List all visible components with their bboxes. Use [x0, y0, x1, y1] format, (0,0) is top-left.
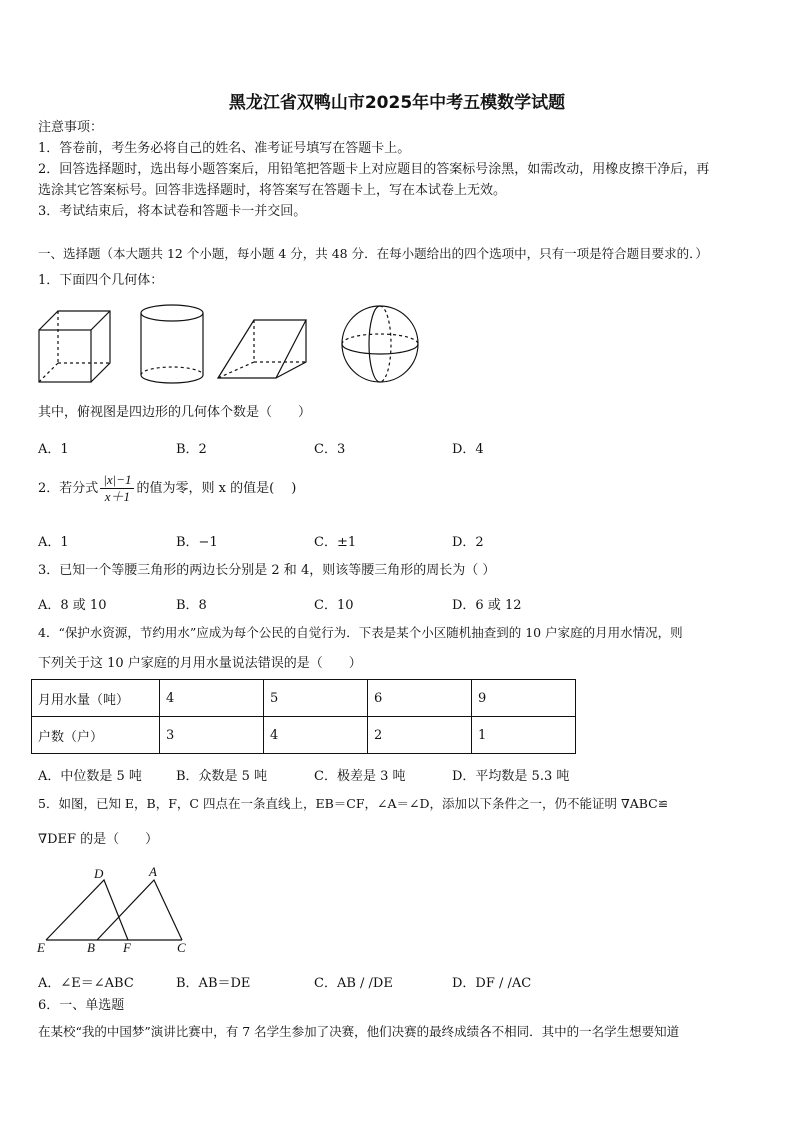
q5-option-c[interactable]: C．AB / /DE [314, 976, 393, 991]
table-cell: 6 [368, 680, 472, 717]
q2-option-c[interactable]: C．±1 [314, 535, 357, 550]
cylinder-shape [141, 305, 203, 383]
label-d: D [94, 866, 104, 881]
table-row [32, 680, 576, 717]
q2-denominator: x＋1 [104, 489, 131, 504]
q4-option-c[interactable]: C．极差是 3 吨 [314, 769, 406, 784]
q4-option-b[interactable]: B．众数是 5 吨 [176, 769, 268, 784]
q2-option-d[interactable]: D．2 [452, 535, 484, 550]
water-usage-table [31, 679, 576, 754]
notice-item: 3．考试结束后，将本试卷和答题卡一并交回。 [38, 204, 307, 219]
notice-heading: 注意事项： [38, 120, 104, 135]
q1-question: 其中，俯视图是四边形的几何体个数是（ ） [38, 405, 312, 420]
label-a: A [149, 864, 157, 879]
q5-option-a[interactable]: A．∠E＝∠ABC [38, 976, 134, 991]
q6-text: 在某校“我的中国梦”演讲比赛中，有 7 名学生参加了决赛，他们决赛的最终成绩各不相同．其中的一名学生想要知道 [38, 1024, 680, 1039]
q2-option-a[interactable]: A．1 [38, 535, 69, 550]
q1-solids-figure [36, 300, 426, 392]
sphere-shape [342, 306, 418, 382]
q2-option-b[interactable]: B．−1 [176, 535, 218, 550]
table-cell: 4 [160, 680, 264, 717]
table-cell: 4 [264, 717, 368, 754]
q1-option-b[interactable]: B．2 [176, 442, 207, 457]
label-f: F [123, 940, 131, 955]
notice-item: 2．回答选择题时，选出每小题答案后，用铅笔把答题卡上对应题目的答案标号涂黑，如需改动，用橡皮擦干净后，再 [38, 162, 710, 177]
section-heading: 一、选择题（本大题共 12 个小题，每小题 4 分，共 48 分．在每小题给出的四个选项中，只有一项是符合题目要求的．） [38, 246, 708, 261]
q2-suffix: 的值为零，则 x 的值是( ) [136, 481, 297, 496]
q3-option-d[interactable]: D．6 或 12 [452, 598, 522, 613]
notice-item: 1．答卷前，考生务必将自己的姓名、准考证号填写在答题卡上。 [38, 141, 411, 156]
q4-stem-line2: 下列关于这 10 户家庭的月用水量说法错误的是（ ） [38, 656, 362, 671]
page-title: 黑龙江省双鸭山市2025年中考五模数学试题 [228, 93, 566, 113]
q4-stem-line1: 4．“保护水资源，节约用水”应成为每个公民的自觉行为．下表是某个小区随机抽查到的 10 户家庭的月用水情况，则 [38, 625, 683, 640]
q4-option-d[interactable]: D．平均数是 5.3 吨 [452, 769, 570, 784]
q5-triangles-figure [36, 864, 196, 956]
q2-prefix: 2．若分式 [38, 481, 99, 496]
table-header-cell: 户数（户） [32, 717, 160, 754]
q1-stem: 1．下面四个几何体： [38, 273, 164, 288]
q5-option-d[interactable]: D．DF / /AC [452, 976, 532, 991]
table-cell: 9 [472, 680, 576, 717]
table-row [32, 717, 576, 754]
q3-stem: 3．已知一个等腰三角形的两边长分别是 2 和 4，则该等腰三角形的周长为（ ） [38, 563, 496, 578]
prism-shape [218, 320, 306, 378]
table-cell: 5 [264, 680, 368, 717]
q6-stem: 6．一、单选题 [38, 998, 125, 1013]
table-cell: 3 [160, 717, 264, 754]
table-cell: 2 [368, 717, 472, 754]
q2-stem [38, 472, 296, 505]
q1-option-d[interactable]: D．4 [452, 442, 484, 457]
table-header-cell: 月用水量（吨） [32, 680, 160, 717]
q2-numerator: |x|−1 [100, 472, 134, 489]
q3-option-c[interactable]: C．10 [314, 598, 354, 613]
q5-option-b[interactable]: B．AB＝DE [176, 976, 251, 991]
notice-item: 选涂其它答案标号。回答非选择题时，将答案写在答题卡上，写在本试卷上无效。 [38, 183, 507, 198]
q1-option-c[interactable]: C．3 [314, 442, 346, 457]
q5-stem-line2: ∇DEF 的是（ ） [38, 832, 159, 847]
cube-shape [39, 311, 110, 382]
q1-option-a[interactable]: A．1 [38, 442, 69, 457]
label-c: C [177, 940, 186, 955]
table-cell: 1 [472, 717, 576, 754]
q3-option-a[interactable]: A．8 或 10 [38, 598, 107, 613]
q4-option-a[interactable]: A．中位数是 5 吨 [38, 769, 142, 784]
q3-option-b[interactable]: B．8 [176, 598, 207, 613]
q5-stem-line1: 5．如图，已知 E，B，F，C 四点在一条直线上，EB＝CF，∠A＝∠D，添加以下条件之一，仍不能证明 ∇ABC≌ [38, 796, 669, 811]
label-b: B [87, 940, 95, 955]
label-e: E [37, 940, 45, 955]
q2-fraction [100, 472, 134, 505]
